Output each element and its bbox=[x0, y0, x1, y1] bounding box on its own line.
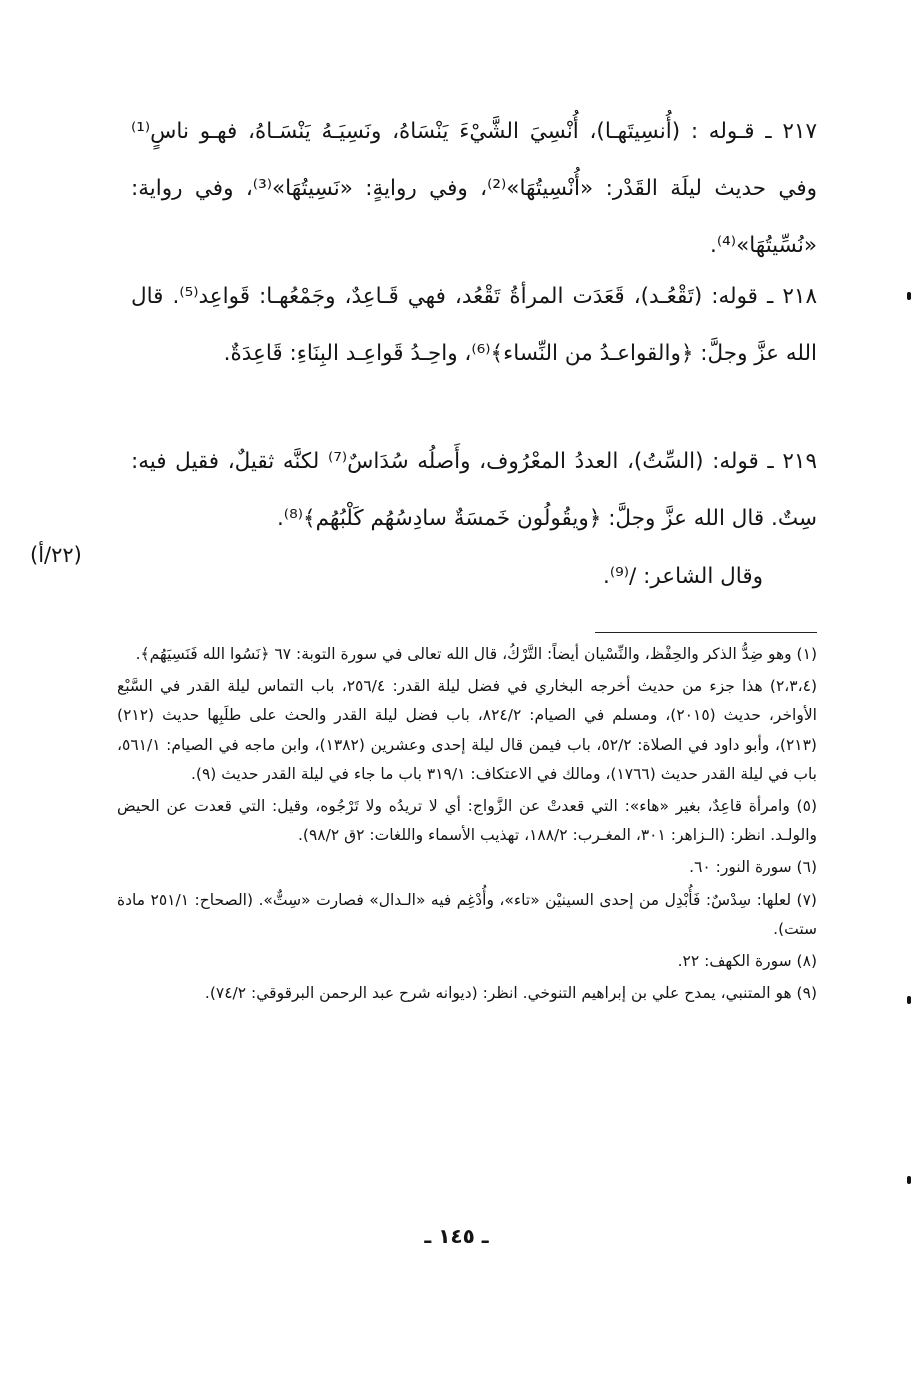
entry-217: ٢١٧ ـ قـوله : (أُنسِيتَهـا)، أُنْسِيَ الشَّيْءَ يَنْسَاهُ، ونَسِيَـهُ يَنْسَـاهُ، فهـو ناسٍ⁽¹⁾ وفي حديث ليلَة القَدْر: «أُنْسِيتُهَا»⁽²⁾، وفي روايةٍ: «نَسِيتُهَا»⁽³⁾، وفي رواية: «نُسِّيتُهَا»⁽⁴⁾. bbox=[131, 119, 817, 258]
entry-219: ٢١٩ ـ قوله: (السِّتُ)، العددُ المعْرُوف، وأَصلُه سُدَاسٌ⁽⁷⁾ لكنَّه ثقيلٌ، فقيل فيه: سِتٌ. قال الله عزَّ وجلَّ: ﴿ويقُولُون خَمسَةٌ سادِسُهُم كَلْبُهُم﴾⁽⁸⁾. bbox=[131, 449, 817, 531]
scan-edge-mark bbox=[907, 292, 911, 300]
footnote-separator bbox=[595, 632, 817, 633]
margin-folio-reference: (٢٢/أ) bbox=[30, 543, 82, 567]
footnote-8: (٨) سورة الكهف: ٢٢. bbox=[677, 952, 817, 971]
footnotes bbox=[117, 640, 817, 1011]
footnote-5: (٥) وامرأة قاعِدٌ، بغير «هاء»: التي قعدتْ عن الزَّواج: أي لا تريدُه ولا تَرْجُوه، وقيل: التي قعدت عن الحيض والولـد. انظر: (الـزاهر: ٣٠١، المغـرب: ١٨٨/٢، تهذيب الأسماء واللغات: ٢ق ٩٨/٢). bbox=[117, 797, 817, 845]
scan-edge-mark bbox=[907, 1176, 911, 1184]
footnote-7: (٧) لعلها: سِدْسٌ: فَأُبْدِل من إحدى السينيْن «تاء»، وأُدْغِم فيه «الـدال» فصارت «سِتٌّ». (الصحاح: ٢٥١/١ مادة ستت). bbox=[117, 890, 817, 938]
page-number: ـ ١٤٥ ـ bbox=[424, 1224, 489, 1248]
poet-line: وقال الشاعر: /⁽⁹⁾. bbox=[603, 564, 763, 589]
footnote-6: (٦) سورة النور: ٦٠. bbox=[689, 858, 817, 877]
footnote-9: (٩) هو المتنبي، يمدح علي بن إبراهيم التنوخي. انظر: (ديوانه شرح عبد الرحمن البرقوقي: ٧٤/٢). bbox=[204, 984, 817, 1003]
footnote-1: (١) وهو ضِدُّ الذكر والحِفْظ، والنِّسْيان أيضاً: التَّرْكُ، قال الله تعالى في سورة التوبة: ٦٧ ﴿نَسُوا الله فَنَسِيَهُم﴾. bbox=[135, 645, 817, 663]
entry-218: ٢١٨ ـ قوله: (تَقْعُـد)، قَعَدَت المرأةُ تَقْعُد، فهي قَـاعِدٌ، وجَمْعُهـا: قَواعِد⁽⁵⁾. قال الله عزَّ وجلَّ: ﴿والقواعـدُ من النِّساء﴾⁽⁶⁾، واحِـدُ قَواعِـد البِنَاءِ: قَاعِدَةٌ. bbox=[131, 284, 817, 366]
footnote-2-3-4: (٢،٣،٤) هذا جزء من حديث أخرجه البخاري في فضل ليلة القدر: ٢٥٦/٤، باب التماس ليلة القدر في السَّبْع الأواخر، حديث (٢٠١٥)، ومسلم في الصيام: ٨٢٤/٢، باب فضل ليلة القدر والحث على طلَبِها حديث (٢١٢) (٢١٣)، وأبو داود في الصلاة: ٥٢/٢، باب فيمن قال ليلة إحدى وعشرين (١٣٨٢)، وابن ماجه في الصيام: ٥٦١/١، باب في ليلة القدر حديث (١٧٦٦)، ومالك في الاعتكاف: ٣١٩/١ باب ما جاء في ليلة القدر حديث (٩). bbox=[117, 677, 817, 783]
scan-edge-mark bbox=[907, 996, 911, 1004]
